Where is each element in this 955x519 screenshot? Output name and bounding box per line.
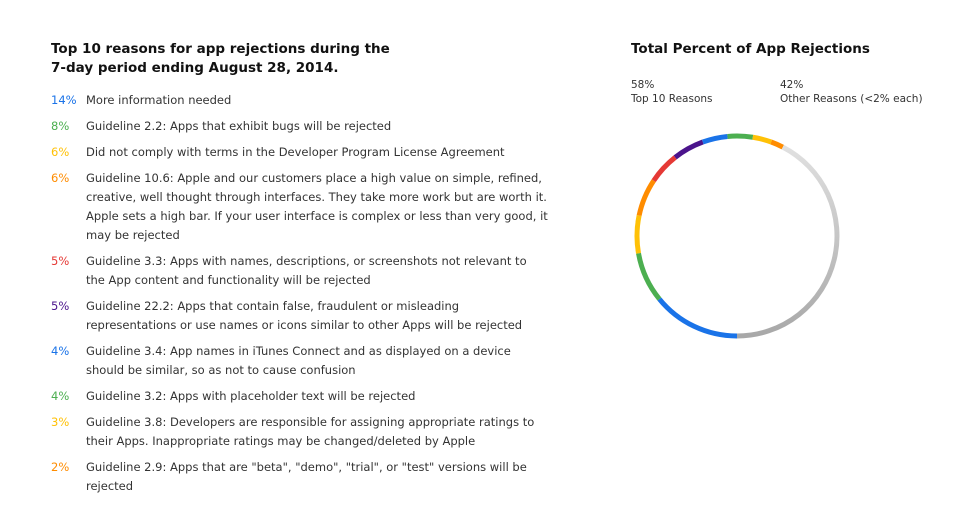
reason-row bbox=[51, 458, 561, 496]
donut-slice bbox=[639, 181, 654, 216]
reason-percent: 14% bbox=[51, 93, 77, 107]
reason-percent: 5% bbox=[51, 254, 70, 268]
reason-text: Guideline 3.2: Apps with placeholder text will be rejected bbox=[86, 389, 416, 403]
reasons-title-line2: 7-day period ending August 28, 2014. bbox=[51, 60, 339, 76]
reason-row bbox=[51, 387, 561, 406]
reason-row bbox=[51, 143, 561, 162]
reason-text: Guideline 2.9: Apps that are "beta", "demo", "trial", or "test" versions will be rejected bbox=[86, 460, 527, 493]
donut-slice bbox=[659, 299, 737, 336]
donut-chart bbox=[631, 130, 843, 342]
reason-percent: 2% bbox=[51, 460, 70, 474]
donut-slice bbox=[654, 157, 675, 180]
donut-slice bbox=[771, 142, 783, 147]
reason-text: Did not comply with terms in the Developer Program License Agreement bbox=[86, 145, 505, 159]
reason-text: Guideline 22.2: Apps that contain false, fraudulent or misleading representations or use names or icons similar to other Apps will be rejected bbox=[86, 299, 523, 332]
reason-text: Guideline 3.4: App names in iTunes Connect and as displayed on a device should be similar, so as not to cause confusion bbox=[86, 344, 511, 377]
legend-top-ten bbox=[631, 78, 713, 106]
reason-text: Guideline 3.3: Apps with names, descriptions, or screenshots not relevant to the App content and functionality will be rejected bbox=[86, 254, 527, 287]
donut-slice bbox=[727, 136, 752, 137]
reason-text: More information needed bbox=[86, 93, 232, 107]
rejections-chart-panel bbox=[631, 40, 931, 105]
legend-top-ten-pct: 58% bbox=[631, 79, 655, 91]
reason-percent: 6% bbox=[51, 145, 70, 159]
reasons-list bbox=[51, 91, 561, 496]
donut-slice bbox=[753, 137, 771, 142]
legend-top-ten-label: Top 10 Reasons bbox=[631, 93, 713, 105]
donut-slice bbox=[637, 216, 639, 254]
reason-row bbox=[51, 342, 561, 380]
reason-text: Guideline 3.8: Developers are responsible for assigning appropriate ratings to their Apps. Inappropriate ratings may be changed/deleted by Apple bbox=[86, 415, 535, 448]
legend-other-pct: 42% bbox=[780, 79, 804, 91]
reason-row bbox=[51, 169, 561, 245]
donut-slice bbox=[639, 253, 660, 299]
reason-percent: 4% bbox=[51, 389, 70, 403]
donut-slice bbox=[703, 136, 728, 142]
donut-slice bbox=[675, 142, 703, 157]
reason-percent: 4% bbox=[51, 344, 70, 358]
reason-row bbox=[51, 252, 561, 290]
reasons-panel bbox=[51, 40, 561, 503]
reason-row bbox=[51, 117, 561, 136]
donut-slice-other bbox=[737, 147, 837, 336]
legend-other-label: Other Reasons (<2% each) bbox=[780, 93, 923, 105]
reason-text: Guideline 2.2: Apps that exhibit bugs will be rejected bbox=[86, 119, 392, 133]
reason-percent: 5% bbox=[51, 299, 70, 313]
chart-title: Total Percent of App Rejections bbox=[631, 41, 870, 57]
reason-percent: 3% bbox=[51, 415, 70, 429]
reason-row bbox=[51, 413, 561, 451]
reason-percent: 6% bbox=[51, 171, 70, 185]
reasons-title-line1: Top 10 reasons for app rejections during the bbox=[51, 41, 390, 57]
legend-other bbox=[780, 78, 923, 106]
reason-text: Guideline 10.6: Apple and our customers place a high value on simple, refined, creative, well thought through interfaces. They take more work but are worth it. Apple sets a high bar. If your user interface is complex or less than very good, it may be rejected bbox=[86, 171, 548, 242]
reason-percent: 8% bbox=[51, 119, 70, 133]
reason-row bbox=[51, 91, 561, 110]
reason-row bbox=[51, 297, 561, 335]
reasons-title bbox=[51, 40, 396, 78]
